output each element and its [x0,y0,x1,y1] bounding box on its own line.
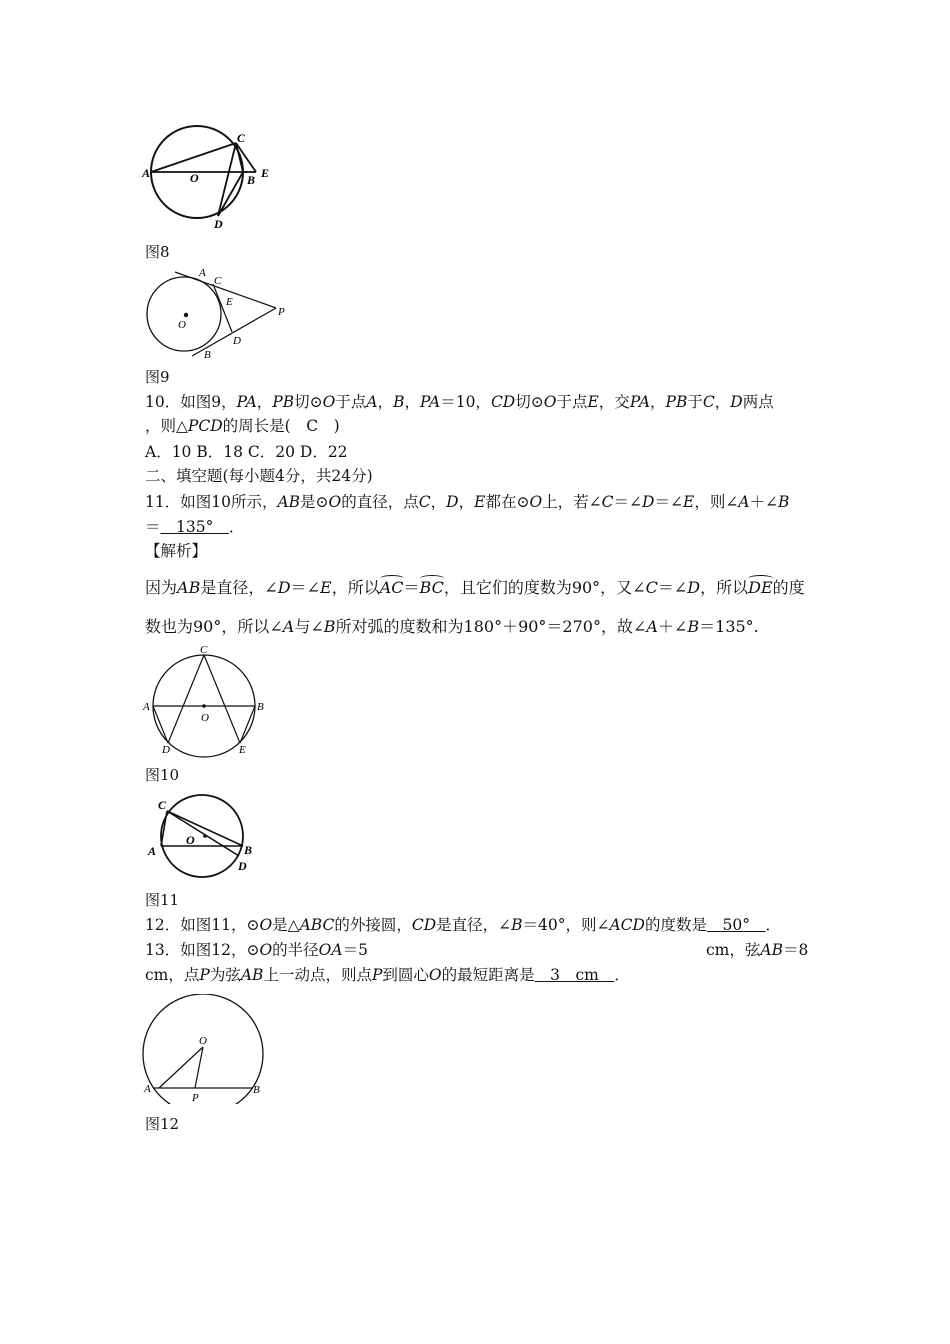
fig11-label-D: D [238,859,247,873]
figure-10 [140,640,272,760]
fig12-label-B: B [253,1084,260,1096]
question-11-line-1: 11．如图10所示，AB是⊙O的直径，点C，D，E都在⊙O上，若∠C＝∠D＝∠E，则∠A＋∠B [145,493,790,511]
section-2-heading: 二、填空题(每小题4分，共24分) [145,467,373,485]
fig8-label-E: E [261,166,270,180]
figure-9 [140,264,300,364]
question-13-answer: 3 cm [534,966,615,984]
fig9-label-E: E [226,296,233,308]
fig8-label-C: C [237,131,246,145]
fig11-label-O: O [186,833,195,847]
figure-8-caption: 图8 [145,243,170,261]
fig10-label-A: A [143,701,150,713]
question-10-options: A．10 B．18 C．20 D．22 [145,443,348,461]
question-13-line-1-right: cm，弦AB＝8 [706,941,809,959]
analysis-line-1: 因为AB是直径，∠D＝∠E，所以AC＝BC，且它们的度数为90°，又∠C＝∠D，所以DE的度 [145,578,805,597]
fig11-label-C: C [158,798,167,812]
figure-11 [140,792,260,878]
fig9-label-C: C [214,275,222,287]
question-13-line-1: 13．如图12，⊙O的半径OA＝5 [145,941,368,959]
figure-12 [140,994,270,1104]
fig11-label-A: A [148,844,157,858]
fig12-label-O: O [199,1035,207,1047]
question-11-answer: 135° [160,518,229,536]
question-11-line-2: ＝ 135° ． [145,518,245,536]
fig8-label-A: A [142,166,151,180]
arc-DE: DE [748,578,773,597]
question-13-line-2: cm，点P为弦AB上一动点，则点P到圆心O的最短距离是 3 cm ． [145,966,630,984]
figure-11-caption: 图11 [145,891,180,909]
fig8-label-B: B [247,173,256,187]
question-12-answer: 50° [706,916,766,934]
fig9-label-P: P [278,306,285,318]
question-10-line-1: 10．如图9，PA，PB切⊙O于点A，B，PA＝10，CD切⊙O于点E，交PA，PB于C，D两点 [145,393,774,411]
figure-10-caption: 图10 [145,766,180,784]
fig10-label-D: D [162,744,170,756]
fig11-label-B: B [244,843,253,857]
fig8-label-O: O [190,171,199,185]
figure-9-caption: 图9 [145,368,170,386]
question-10-line-2: ，则△PCD的周长是( C ) [145,417,340,435]
fig10-label-C: C [200,644,208,656]
analysis-title: 【解析】 [145,542,208,560]
analysis-line-2: 数也为90°，所以∠A与∠B所对弧的度数和为180°＋90°＝270°，故∠A＋∠B＝135°. [145,617,759,636]
fig12-label-A: A [144,1083,151,1095]
arc-AC: AC [379,578,404,597]
fig9-label-A: A [199,267,206,279]
question-12: 12．如图11，⊙O是△ABC的外接圆，CD是直径，∠B＝40°，则∠ACD的度数是 50° ． [145,916,781,934]
fig10-label-O: O [201,712,209,724]
figure-8 [140,120,280,232]
fig8-label-D: D [214,217,223,231]
question-10-answer: C [306,417,319,435]
fig9-label-D: D [233,335,241,347]
figure-12-caption: 图12 [145,1115,180,1133]
fig10-label-B: B [257,701,264,713]
arc-BC: BC [419,578,444,597]
fig9-label-O: O [178,319,186,331]
fig10-label-E: E [239,744,246,756]
fig9-label-B: B [204,349,211,361]
fig12-label-P: P [192,1092,199,1104]
